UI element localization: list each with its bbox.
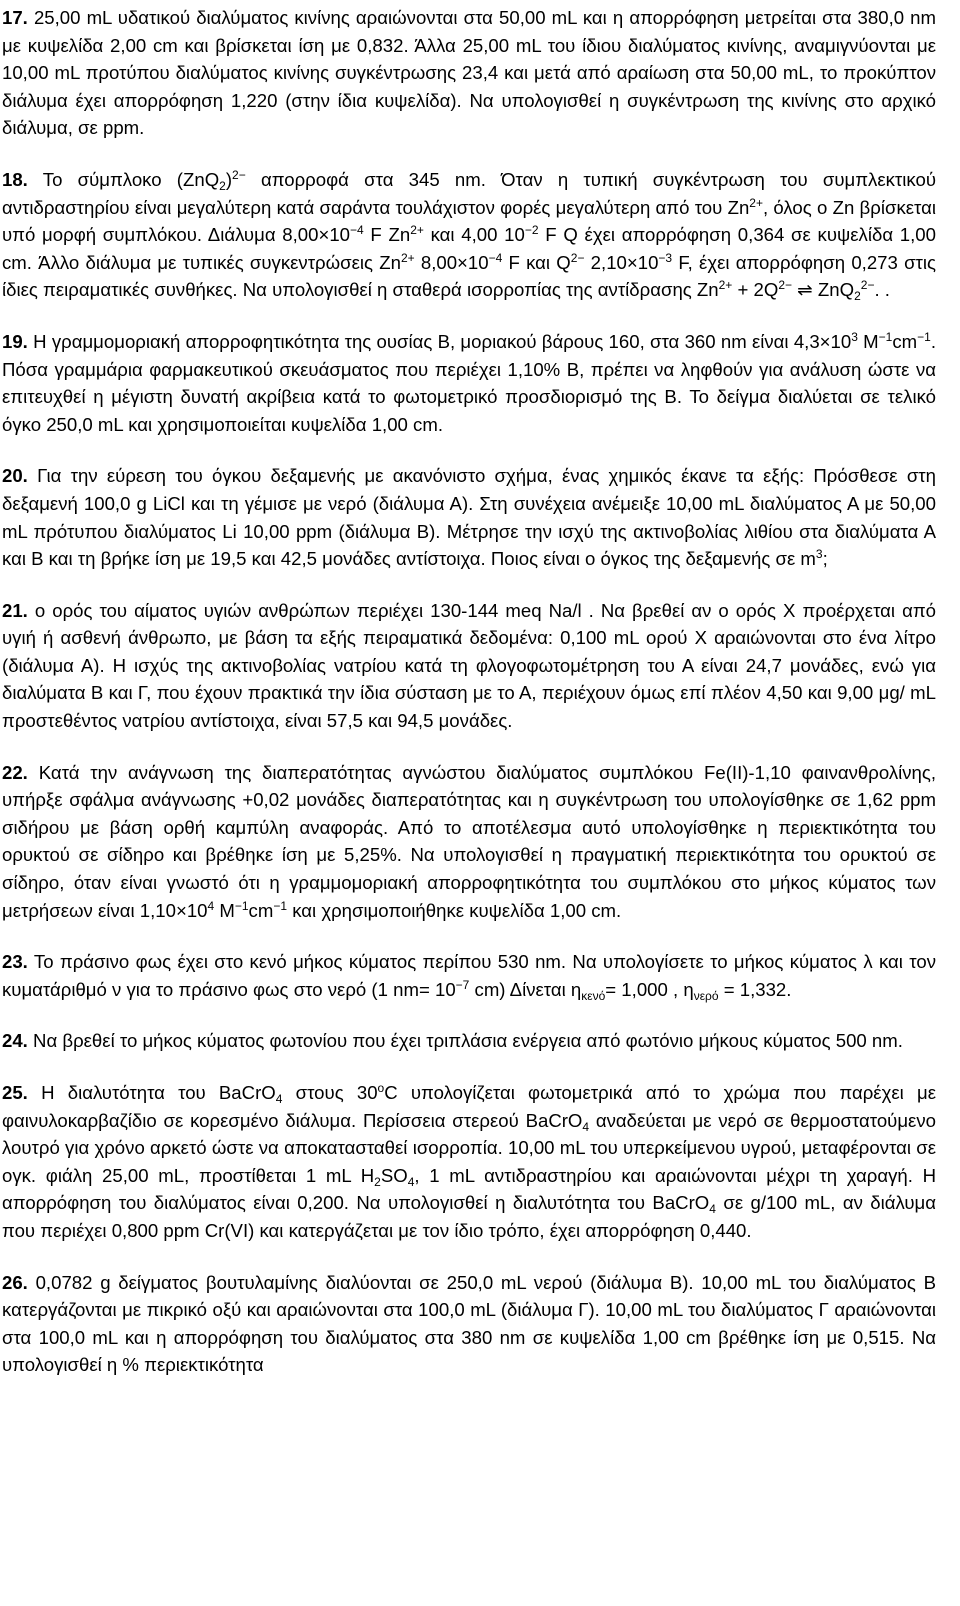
superscript: −1 — [273, 898, 288, 913]
text-run: Για την εύρεση του όγκου δεξαμενής με ακανόνιστο σχήμα, ένας χημικός έκανε τα εξής: Πρόσθεσε στη δεξαμενή 100,0 g LiCl και τη γέμισε με νερό (διάλυμα Α). Στη συνέχεια ανέμειξε 10,00 mL διαλύματος Α με 50,00 mL πρότυπου διαλύματος Li 10,00 ppm (διάλυμα Β). Μέτρησε την ισχύ της ακτινοβολίας λιθίου στα διαλύματα Α και Β και τη βρήκε ίση με 19,5 και 42,5 μονάδες αντίστοιχα. Ποιος είναι ο όγκος της δεξαμενής σε m — [2, 465, 936, 570]
text-run: αναδεύεται με νερό σε θερμοστατούμενο λουτρό για χρόνο αρκετό ώστε να αποκατασταθεί ισορροπία. 10,00 mL του υπερκείμενου υγρού, μεταφέρονται σε ογκ. φιάλη 25,00 mL, προστίθεται 1 mL H — [2, 1109, 936, 1186]
problem-number: 22. — [2, 761, 28, 783]
text-run: , 1 mL αντιδραστηρίου και αραιώνονται μέχρι τη χαραγή. Η απορρόφηση του διαλύματος είναι 0,200. Να υπολογισθεί η διαλυτότητα του BaCrO — [2, 1164, 937, 1214]
text-run: στους 30 — [282, 1082, 378, 1103]
problem-26 — [2, 1269, 936, 1379]
problem-number: 20. — [2, 465, 28, 487]
problem-number: 23. — [2, 951, 28, 973]
subscript: 4 — [582, 1119, 590, 1134]
subscript: 4 — [275, 1092, 283, 1106]
text-run: Η γραμμομοριακή απορροφητικότητα της ουσίας Β, μοριακού βάρους 160, στα 360 nm είναι 4,3×10 — [33, 330, 852, 352]
text-run: F και Q — [502, 251, 571, 273]
problem-text: ο ορός του αίματος υγιών ανθρώπων περιέχει 130-144 meq Na/l . Να βρεθεί αν ο ορός Χ προέρχεται από υγιή ή ασθενή άνθρωπο, με βάση τα εξής πειραματικά δεδομένα: 0,100 mL ορού Χ αραιώνονται στο ένα λίτρο (διάλυμα Α). Η ισχύς της ακτινοβολίας νατρίου κατά τη φλογοφωτομέτρηση του Α είναι 24,7 μονάδες, ενώ για διαλύματα Β και Γ, που έχουν πρακτικά την ίδια σύσταση με το Α, περιέχουν όμως επί πλέον 4,50 και 9,00 μg/ mL προστεθέντος νατρίου αντίστοιχα, είναι 57,5 και 94,5 μονάδες. — [2, 599, 936, 732]
problem-number: 24. — [2, 1030, 28, 1052]
problem-number: 17. — [2, 7, 28, 28]
problem-text — [2, 1082, 936, 1241]
text-run: και χρησιμοποιήθηκε κυψελίδα 1,00 cm. — [287, 899, 622, 921]
text-run: απορροφά στα 345 nm. Όταν η τυπική συγκέντρωση του συμπλεκτικού αντιδραστηρίου είναι μεγαλύτερη κατά σαράντα τουλάχιστον φορές μεγαλύτερη από του Zn — [2, 168, 936, 218]
problem-number: 21. — [2, 599, 28, 621]
superscript: 2+ — [400, 250, 415, 265]
text-run: ⇌ ZnQ — [792, 279, 855, 301]
problem-20 — [2, 462, 936, 572]
problem-19 — [2, 328, 936, 438]
problem-21 — [2, 597, 936, 735]
subscript: 4 — [709, 1202, 716, 1217]
problem-text — [2, 951, 936, 1003]
text-run: . . — [874, 279, 890, 301]
text-run: F Zn — [363, 224, 411, 246]
problem-text — [2, 762, 936, 921]
superscript: 2− — [232, 167, 246, 182]
superscript: −2 — [524, 223, 539, 238]
superscript: 2+ — [749, 195, 763, 210]
problem-17 — [2, 4, 936, 142]
text-run: cm — [248, 899, 274, 921]
text-run: = 1,332. — [718, 978, 792, 1000]
problem-text: 0,0782 g δείγματος βουτυλαμίνης διαλύονται σε 250,0 mL νερού (διάλυμα Β). 10,00 mL του διαλύματος Β κατεργάζονται με πικρικό οξύ και αραιώνονται στα 100,0 mL (διάλυμα Γ). 10,00 mL του διαλύματος Γ αραιώνονται στα 100,0 mL και η απορρόφηση του διαλύματος στα 380 nm σε κυψελίδα 1,00 cm βρέθηκε ίση με 0,515. Να υπολογισθεί η % περιεκτικότητα — [2, 1271, 936, 1376]
text-run: Το σύμπλοκο (ZnQ — [42, 168, 220, 190]
text-run: C υπολογίζεται φωτομετρικά από το χρώμα που παρέχει με φαινυλοκαρβαζίδιο σε κορεσμένο διάλυμα. Περίσσεια στερεού BaCrO — [2, 1082, 936, 1131]
text-run: M — [857, 330, 879, 352]
text-run: 8,00×10 — [414, 251, 489, 273]
text-run: cm) Δίνεται η — [469, 978, 582, 1000]
subscript: νερό — [693, 988, 719, 1003]
superscript: −7 — [455, 977, 470, 992]
problem-18 — [2, 166, 936, 304]
problem-text — [2, 167, 936, 304]
superscript: −4 — [488, 250, 503, 265]
text-run: , όλος ο Zn βρίσκεται υπό μορφή συμπλόκου. Διάλυμα 8,00×10 — [2, 196, 936, 246]
text-run: cm — [892, 330, 918, 352]
text-run: M — [214, 899, 235, 921]
problem-text — [2, 331, 936, 435]
subscript: 4 — [407, 1174, 415, 1189]
text-run: Κατά την ανάγνωση της διαπερατότητας αγνώστου διαλύματος συμπλόκου Fe(II)-1,10 φαινανθρολίνης, υπήρξε σφάλμα ανάγνωσης +0,02 μονάδες διαπερατότητας και η συγκέντρωση του υπολογίσθηκε σε 1,62 ppm σιδήρου με βάση ορθή καμπύλη αναφοράς. Από το αποτέλεσμα αυτό υπολογίσθηκε η περιεκτικότητα του ορυκτού σε σίδηρο και βρέθηκε ίση με 5,25%. Να υπολογισθεί η πραγματική περιεκτικότητα του ορυκτού σε σίδηρο, όταν είναι γνωστό ότι η γραμμομοριακή απορροφητικότητα του συμπλόκου στο μήκος κύματος των μετρήσεων είναι 1,10×10 — [2, 761, 937, 921]
problem-number: 18. — [2, 168, 28, 190]
superscript: −1 — [917, 329, 931, 344]
subscript: κενό — [581, 988, 606, 1003]
text-run: = 1,000 , η — [605, 978, 694, 1000]
problem-number: 26. — [2, 1271, 28, 1293]
text-run: σε g/100 mL, αν διάλυμα που περιέχει 0,800 ppm Cr(VI) και κατεργάζεται με τον ίδιο τρόπο, έχει απορρόφηση 0,440. — [2, 1192, 936, 1241]
text-run: και 4,00 10 — [423, 224, 525, 246]
subscript: 2 — [219, 178, 226, 193]
superscript: 2− — [860, 278, 875, 293]
problem-text — [2, 465, 936, 569]
subscript: 2 — [854, 289, 861, 304]
text-run: 2,10×10 — [584, 251, 659, 273]
superscript: 2− — [570, 250, 585, 265]
superscript: 4 — [207, 898, 215, 913]
text-run: + 2Q — [732, 279, 779, 301]
text-run: Η διαλυτότητα του BaCrO — [41, 1082, 276, 1103]
superscript: −3 — [658, 250, 673, 265]
problem-number: 25. — [2, 1082, 28, 1103]
superscript: 2+ — [718, 278, 733, 293]
problem-25 — [2, 1079, 936, 1245]
problem-text: 25,00 mL υδατικού διαλύματος κινίνης αραιώνονται στα 50,00 mL και η απορρόφηση μετρείται στα 380,0 nm με κυψελίδα 2,00 cm και βρίσκεται ίση με 0,832. Άλλα 25,00 mL του ίδιου διαλύματος κινίνης, αναμιγνύονται με 10,00 mL προτύπου διαλύματος κινίνης συγκέντρωσης 23,4 και μετά από αραίωση στα 50,00 mL, το προκύπτον διάλυμα έχει απορρόφηση 1,220 (στην ίδια κυψελίδα). Να υπολογισθεί η συγκέντρωση της κινίνης στο αρχικό διάλυμα, σε ppm. — [2, 7, 936, 139]
text-run: F, έχει απορρόφηση 0,273 στις ίδιες πειραματικές συνθήκες. Να υπολογισθεί η σταθερά ισορροπίας της αντίδρασης Zn — [2, 251, 936, 301]
text-run: ; — [822, 548, 828, 570]
problem-22 — [2, 759, 936, 925]
problem-24 — [2, 1027, 936, 1055]
problem-text: Να βρεθεί το μήκος κύματος φωτονίου που έχει τριπλάσια ενέργεια από φωτόνιο μήκους κύματος 500 nm. — [33, 1030, 903, 1052]
superscript: 3 — [815, 547, 823, 562]
superscript: −1 — [878, 329, 893, 344]
text-run: F Q έχει απορρόφηση 0,364 σε κυψελίδα 1,00 cm. Άλλο διάλυμα με τυπικές συγκεντρώσεις Zn — [2, 224, 936, 273]
superscript: −4 — [350, 223, 364, 238]
text-run: Το πράσινο φως έχει στο κενό μήκος κύματος περίπου 530 nm. Να υπολογίσετε το μήκος κύματος λ και τον κυματάριθμό ν για το πράσινο φως στο νερό (1 nm= 10 — [2, 951, 936, 1000]
superscript: o — [377, 1081, 385, 1095]
problem-number: 19. — [2, 330, 28, 352]
text-run: . Πόσα γραμμάρια φαρμακευτικού σκευάσματος που περιέχει 1,10% Β, πρέπει να ληφθούν για ανάλυση ώστε να επιτευχθεί η μέγιστη δυνατή ακρίβεια κατά το φωτομετρικό προσδιορισμό της Β. Το δείγμα διαλύεται σε τελικό όγκο 250,0 mL και χρησιμοποιείται κυψελίδα 1,00 cm. — [2, 330, 937, 435]
text-run: ) — [225, 168, 233, 190]
superscript: −1 — [234, 898, 249, 913]
superscript: 2+ — [410, 223, 424, 238]
superscript: 3 — [851, 329, 858, 344]
superscript: 2− — [778, 278, 792, 293]
text-run: SO — [380, 1164, 408, 1186]
problem-23 — [2, 948, 936, 1003]
subscript: 2 — [374, 1174, 381, 1189]
